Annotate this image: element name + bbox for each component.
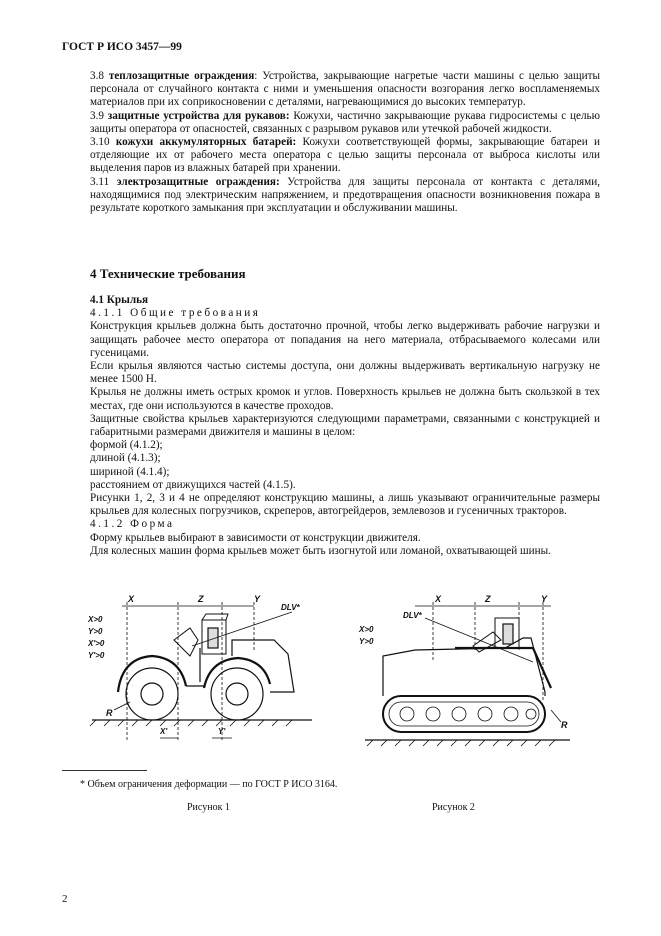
definition-3-9 [90, 110, 600, 136]
def-term: теплозащитные ограждения [108, 70, 255, 82]
list-item: длиной (4.1.3); [90, 452, 161, 465]
def-text: Кожухи, частично закрывающие рукава гидросистемы с целью защиты оператора от опасностей, связанных с разрывом рукавов или утечкой рабочей жидкости. [90, 109, 601, 135]
def-term: электрозащитные ограждения: [116, 175, 280, 188]
label-r: R [106, 708, 113, 718]
def-number: 3.8 [90, 70, 104, 82]
tractor-body [383, 638, 545, 696]
label-y-prime-gt-0: Y'>0 [88, 651, 105, 660]
section-4-body [90, 294, 600, 558]
label-y: Y [541, 594, 548, 604]
def-term: кожухи аккумуляторных батарей: [115, 136, 297, 149]
front-fender [118, 656, 186, 692]
label-x-prime: X' [160, 727, 168, 736]
footnote: * Объем ограничения деформации — по ГОСТ Р ИСО 3164. [80, 779, 338, 790]
list-item: шириной (4.1.4); [90, 465, 170, 478]
figure-2-caption: Рисунок 2 [432, 802, 475, 813]
section-title: 4 Технические требования [90, 266, 246, 281]
def-text: Устройства для защиты персонала от контакта с деталями, находящимися под электрическим напряжением, и предотвращения опасности возникновения пожара в результате короткого замыкания при эксплуатации и обслуживании машины. [90, 175, 601, 215]
def-text: Устройства, закрывающие нагретые части машины с целью защиты персонала от случайного контакта с ними и уменьшения опасности возгорания легко воспламеняемых материалов при их соприкосновении с деталями, нагревающимися до высоких температур. [90, 70, 600, 109]
label-z: Z [485, 594, 491, 604]
subsection-4-1-2-title: 4.1.2 Форма [90, 518, 175, 531]
label-x: X [435, 594, 442, 604]
paragraph: Для колесных машин форма крыльев может быть изогнутой или ломаной, охватывающей шины. [90, 544, 551, 557]
label-y-gt-0: Y>0 [88, 627, 103, 636]
list-item: формой (4.1.2); [90, 439, 163, 452]
label-x-gt-0: X>0 [88, 615, 103, 624]
label-z: Z [198, 594, 204, 604]
page-header: ГОСТ Р ИСО 3457—99 [62, 41, 182, 53]
label-x-prime-gt-0: X'>0 [88, 639, 105, 648]
definition-3-11 [90, 176, 600, 216]
track-fender [455, 648, 551, 688]
label-y: Y [254, 594, 261, 604]
subsection-4-1-1-title: 4.1.1 Общие требования [90, 307, 261, 320]
def-sep: : [254, 70, 258, 82]
paragraph: Крылья не должны иметь острых кромок и углов. Поверхность крыльев не должна быть скользкой в тех местах, где они используются в качестве проходов. [90, 386, 600, 412]
label-y-prime: Y' [218, 727, 226, 736]
definition-3-10 [90, 136, 600, 176]
label-x: X [128, 594, 135, 604]
paragraph: Защитные свойства крыльев характеризуются следующими параметрами, связанными с конструкцией и габаритными размерами движителя и машины в целом: [90, 412, 600, 439]
definitions-block [90, 70, 600, 215]
def-text: Кожухи соответствующей формы, закрывающие батареи и отделяющие их от рабочего места оператора с целью защиты персонала от выброса кислоты или выделения паров из влажных батарей при хранении. [90, 136, 600, 175]
label-r: R [561, 720, 568, 730]
rear-wheel [211, 668, 263, 720]
figure-2-diagram [355, 592, 580, 752]
label-dlv: DLV* [281, 603, 300, 612]
page-number: 2 [62, 893, 68, 905]
list-item: расстоянием от движущихся частей (4.1.5). [90, 478, 296, 491]
label-x-gt-0: X>0 [359, 625, 374, 634]
def-number: 3.10 [90, 136, 110, 149]
subsection-4-1-title: 4.1 Крылья [90, 294, 149, 306]
definition-3-8 [90, 70, 600, 110]
def-number: 3.9 [90, 109, 104, 122]
paragraph: Форму крыльев выбирают в зависимости от конструкции движителя. [90, 531, 421, 544]
label-dlv: DLV* [403, 611, 422, 620]
def-term: защитные устройства для рукавов: [107, 109, 290, 122]
paragraph: Рисунки 1, 2, 3 и 4 не определяют конструкцию машины, а лишь указывают ограничительные размеры крыльев для колесных погрузчиков, скреперов, автогрейдеров, землевозов и гусеничных тракторов. [90, 492, 600, 518]
figure-1-diagram [82, 592, 322, 752]
footnote-divider [62, 770, 147, 771]
figure-1-caption: Рисунок 1 [187, 802, 230, 813]
crawler-track [383, 696, 545, 732]
paragraph: Конструкция крыльев должна быть достаточно прочной, чтобы легко выдерживать рабочие нагрузки и защищать рабочее место оператора от попадания на него материала, отбрасываемого колесами или гусеницами. [90, 320, 600, 359]
label-y-gt-0: Y>0 [359, 637, 374, 646]
paragraph: Если крылья являются частью системы доступа, они должны выдерживать вертикальную нагрузку не менее 1500 Н. [90, 360, 600, 386]
def-number: 3.11 [90, 175, 110, 188]
front-wheel [126, 668, 178, 720]
